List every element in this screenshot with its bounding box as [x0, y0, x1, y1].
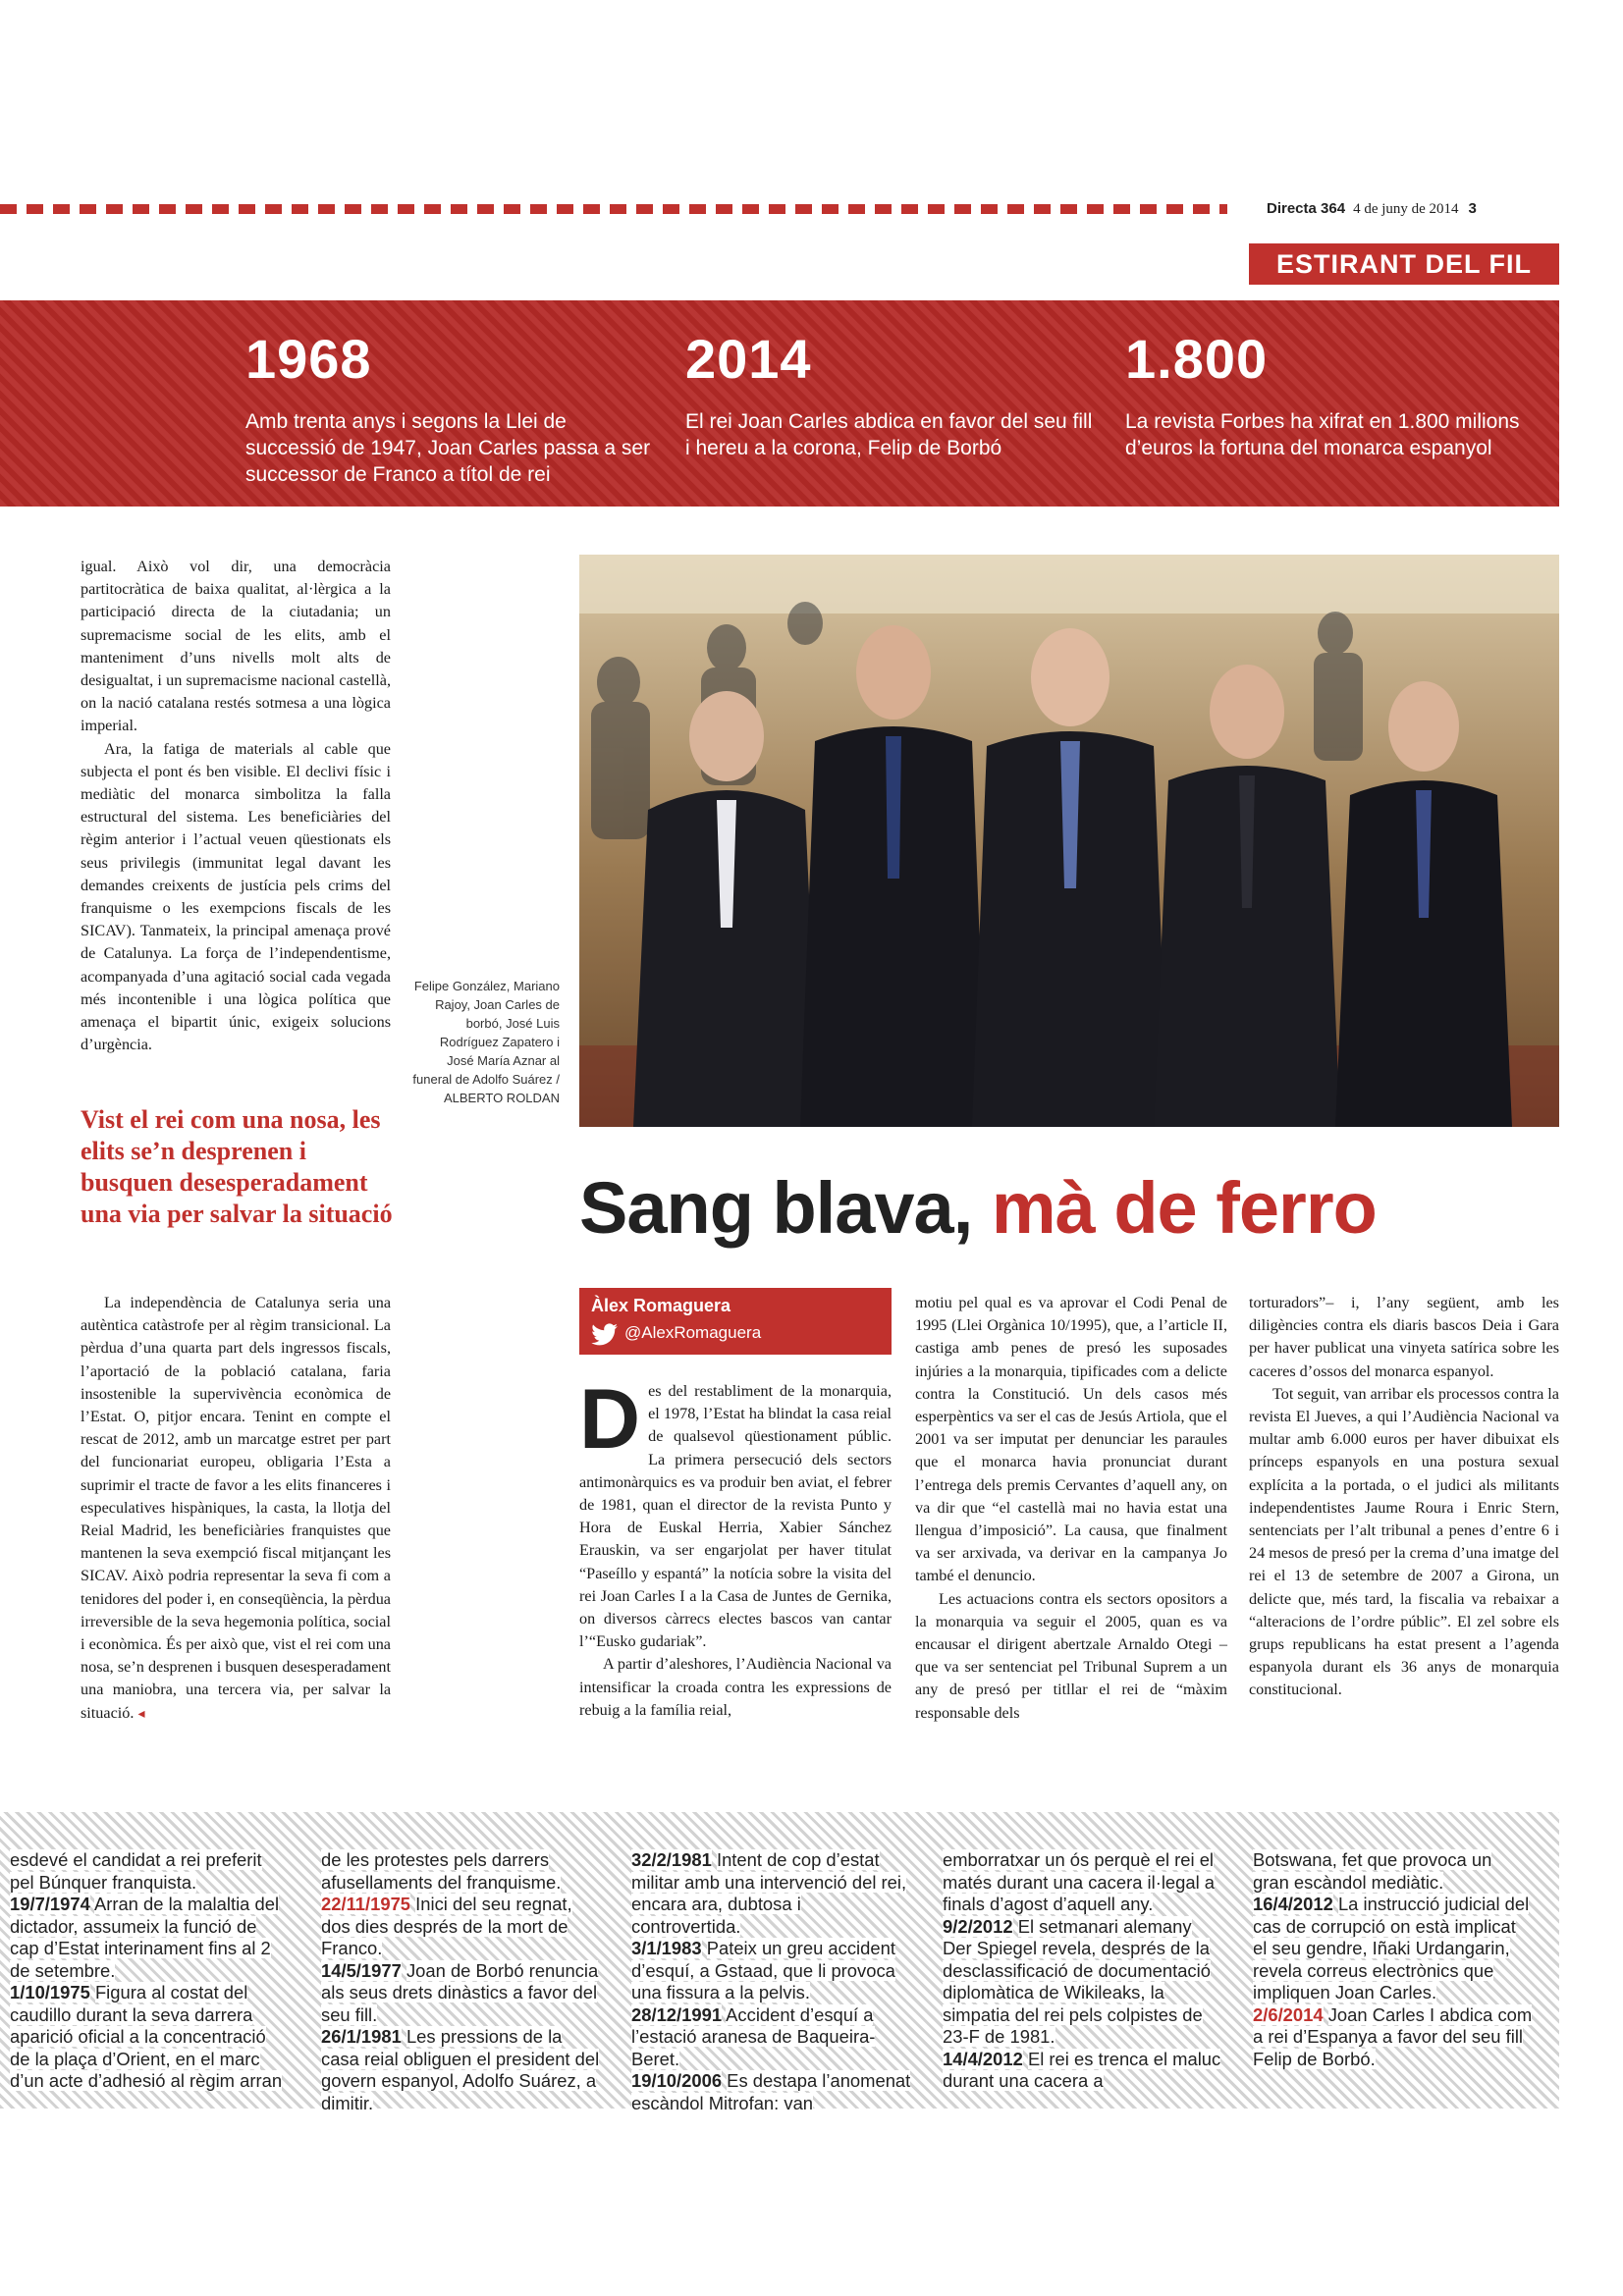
paragraph [81, 1292, 391, 1725]
timeline-column-5 [1253, 1849, 1533, 2070]
stats-band [0, 300, 1559, 507]
photo-caption: Felipe González, Mariano Rajoy, Joan Carles de borbó, José Luis Rodríguez Zapatero i José María Aznar al funeral de Adolfo Suárez / ALBERTO ROLDAN [412, 979, 560, 1105]
timeline-entry [321, 2026, 601, 2114]
entry-text: Figura al costat del caudillo durant la seva darrera aparició oficial a la concentració de la plaça d’Orient, en el marc d’un acte d’adhesió al règim arran [10, 1982, 283, 2091]
author-name: Àlex Romaguera [591, 1296, 731, 1315]
entry-date: 9/2/2012 [943, 1915, 1013, 1937]
timeline-entry [631, 1849, 911, 1938]
entry-text: de les protestes pels darrers afusellaments del franquisme. [321, 1849, 562, 1893]
paragraph: Les actuacions contra els sectors opositors a la monarquia va seguir el 2005, quan es va encausar el dirigent abertzale Arnaldo Otegi –que va ser sentenciat pel Tribunal Suprem a un any de presó per titllar el rei de “màxim responsable dels [915, 1589, 1227, 1722]
entry-text: El rei es trenca el maluc durant una cacera a [943, 2048, 1221, 2091]
left-column-top [81, 556, 391, 1056]
timeline-column-2 [321, 1849, 601, 2114]
entry-text: Arran de la malaltia del dictador, assumeix la funció de cap d’Estat interinament fins al 2 de setembre. [10, 1894, 280, 1981]
stat-1968 [245, 330, 658, 488]
timeline-entry [943, 2049, 1222, 2093]
stat-text: La revista Forbes ha xifrat en 1.800 milions d’euros la fortuna del monarca espanyol [1125, 410, 1520, 459]
paragraph: Ara, la fatiga de materials al cable que subjecta el pont és ben visible. El declivi físic i mediàtic del monarca simbolitza la falla estructural del sistema. Les beneficiàries del règim anterior i l’actual veuen qüestionats els seus privilegis (immunitat legal davant les demandes creixents de justícia pels crims del franquisme o les exempcions fiscals de les SICAV). Tanmateix, la principal amenaça prové de Catalunya. La força de l’independentisme, acompanyada d’una agitació social cada vegada més incontenible i una lògica política que amenaça el bipartit únic, exigeix solucions d’urgència. [81, 739, 391, 1054]
timeline-entry [1253, 1894, 1533, 2004]
timeline-entry [1253, 1849, 1533, 1894]
headline-part-2: mà de ferro [991, 1167, 1377, 1249]
entry-date: 28/12/1991 [631, 2003, 723, 2025]
timeline-entry [10, 1982, 290, 2093]
timeline-strip [0, 1812, 1559, 2113]
drop-cap: D [579, 1372, 641, 1467]
stat-text: El rei Joan Carles abdica en favor del seu fill i hereu a la corona, Felip de Borbó [685, 410, 1093, 459]
entry-date: 19/10/2006 [631, 2070, 723, 2091]
timeline-entry [321, 1960, 601, 2027]
left-column-bottom [81, 1292, 391, 1725]
entry-text: Intent de cop d’estat militar amb una intervenció del rei, encara ara, dubtosa i controvertida. [631, 1849, 907, 1937]
entry-text: La instrucció judicial del cas de corrupció on està implicat el seu gendre, Iñaki Urdangarin, revela correus electrònics que impliquen Joan Carles. [1253, 1894, 1530, 2002]
issue-date: 4 de juny de 2014 [1353, 201, 1459, 217]
author-handle: @AlexRomaguera [624, 1323, 762, 1342]
paragraph-text: La independència de Catalunya seria una autèntica catàstrofe per al règim transicional. La pèrdua d’una quarta part dels ingressos fiscals, l’aportació de la població catalana, faria insostenible la supervivència econòmica de l’Estat. O, pitjor encara. Tenint en compte el rescat de 2012, amb un marcatge estret per part del funcionariat europeu, obligaria l’Esta a suprimir el tracte de favor a les elits financeres i especulatives hispàniques, la casta, la llotja del Reial Madrid, les beneficiàries franquistes que mantenen la seva exempció fiscal mitjançant les SICAV. Això podria representar la seva fi com a tenidores del poder i, en conseqüència, la pèrdua irreversible de la seva hegemonia política, social i econòmica. És per això que, vist el rei com una nosa, se’n desprenen i busquen desesperadament una maniobra, una tercera via, per salvar la situació. [81, 1294, 391, 1722]
paragraph: A partir d’aleshores, l’Audiència Nacional va intensificar la croada contra les expressions de rebuig a la família reial, [579, 1655, 892, 1719]
entry-text: Botswana, fet que provoca un gran escàndol mediàtic. [1253, 1849, 1492, 1893]
entry-date: 22/11/1975 [321, 1894, 411, 1914]
article-column-1 [579, 1372, 892, 1722]
running-head [1267, 200, 1477, 218]
paragraph: igual. Això vol dir, una democràcia partitocràtica de baixa qualitat, al·lèrgica a la participació directa de la ciutadania; un supremacisme social de les elits, amb el manteniment d’uns nivells molt alts de desigualtat, i un supremacisme nacional castellà, on la nació catalana restés sotmesa a una lògica imperial. [81, 558, 391, 735]
timeline-entry [10, 1849, 290, 1894]
end-mark-icon: ◂ [137, 1704, 145, 1721]
entry-date: 2/6/2014 [1253, 2003, 1324, 2025]
stat-number: 1968 [245, 328, 372, 390]
entry-text: esdevé el candidat a rei preferit pel Búnquer franquista. [10, 1849, 262, 1893]
timeline-entry [631, 2004, 911, 2071]
entry-date: 14/5/1977 [321, 1959, 402, 1981]
stat-1800 [1125, 330, 1538, 461]
timeline-column-4 [943, 1849, 1222, 2093]
entry-text: Joan Carles I abdica com a rei d’Espanya a favor del seu fill Felip de Borbó. [1253, 2003, 1533, 2069]
page-number: 3 [1468, 200, 1477, 217]
timeline-entry [321, 1849, 601, 1894]
entry-text: emborratxar un ós perquè el rei el matés durant una cacera il·legal a finals d’agost d’aquell any. [943, 1849, 1216, 1914]
entry-date: 19/7/1974 [10, 1894, 90, 1914]
headline-part-1: Sang blava, [579, 1167, 973, 1249]
paragraph: motiu pel qual es va aprovar el Codi Penal de 1995 (Llei Orgànica 10/1995), que, a l’article II, castiga amb penes de presó les suposades injúries a la monarquia, tipificades com a delicte contra la Constitució. Un dels casos més esperpèntics va ser el cas de Jesús Artiola, que el 2001 va ser imputat per denunciar les paraules que el monarca havia pronunciat durant l’entrega dels premis Cervantes d’aquell any, on va dir que “el castellà mai no havia estat una llengua d’imposició”. La causa, que finalment va ser arxivada, va derivar en la campanya Jo també el denuncio. [915, 1294, 1227, 1585]
paragraph: torturadors”– i, l’any següent, amb les diligències contra els diaris bascos Deia i Gara per haver publicat una vinyeta satírica sobre les caceres d’ossos del monarca espanyol. [1249, 1294, 1559, 1380]
timeline-entry [943, 1849, 1222, 1916]
timeline-entry [943, 1916, 1222, 2049]
stat-text: Amb trenta anys i segons la Llei de successió de 1947, Joan Carles passa a ser successor de Franco a títol de rei [245, 410, 651, 486]
entry-date: 26/1/1981 [321, 2026, 402, 2047]
entry-text: Pateix un greu accident d’esquí, a Gstaad, que li provoca una fissura a la pelvis. [631, 1938, 895, 2002]
paragraph-text: es del restabliment de la monarquia, el 1978, l’Estat ha blindat la casa reial de qualsevol qüestionament públic. La primera persecució dels sectors antimonàrquics es va produir ben aviat, el febrer de 1981, quan el director de la revista Punto y Hora de Euskal Herria, Xabier Sánchez Erauskin, va ser engarjolat per haver titulat “Paseíllo y espantá” la notícia sobre la visita del rei Joan Carles I a la Casa de Juntes de Gernika, on diversos càrrecs electes bascos van cantar l’“Eusko gudariak”. [579, 1382, 892, 1651]
entry-text: Joan de Borbó renuncia als seus drets dinàstics a favor del seu fill. [321, 1959, 599, 2025]
dashed-rule [0, 204, 1227, 214]
timeline-entry [631, 1938, 911, 2004]
news-photo [579, 555, 1559, 1127]
entry-date: 1/10/1975 [10, 1982, 90, 2002]
entry-text: Inici del seu regnat, dos dies després de la mort de Franco. [321, 1894, 572, 1958]
stat-number: 2014 [685, 328, 812, 390]
entry-date: 32/2/1981 [631, 1849, 712, 1870]
timeline-column-3 [631, 1849, 911, 2114]
section-tag: ESTIRANT DEL FIL [1249, 243, 1559, 285]
timeline-entry [1253, 2004, 1533, 2071]
entry-text: Accident d’esquí a l’estació aranesa de Baqueira-Beret. [631, 2003, 876, 2069]
stat-number: 1.800 [1125, 328, 1269, 390]
photo-illustration [579, 555, 1559, 1127]
entry-date: 14/4/2012 [943, 2048, 1023, 2069]
publication-name: Directa 364 [1267, 200, 1346, 217]
twitter-bird-icon [591, 1323, 619, 1347]
entry-text: El setmanari alemany Der Spiegel revela, després de la desclassificació de documentació diplomàtica de Wikileaks, la simpatia del rei pels colpistes de 23-F de 1981. [943, 1915, 1211, 2047]
entry-text: Les pressions de la casa reial obliguen el president del govern espanyol, Adolfo Suárez, a dimitir. [321, 2026, 600, 2113]
stat-2014 [685, 330, 1098, 461]
timeline-entry [631, 2070, 911, 2114]
article-column-2 [915, 1292, 1227, 1725]
timeline-column-1 [10, 1849, 290, 2093]
entry-date: 3/1/1983 [631, 1938, 702, 1958]
entry-date: 16/4/2012 [1253, 1894, 1333, 1914]
timeline-entry [10, 1894, 290, 1982]
paragraph [579, 1372, 892, 1653]
byline [579, 1288, 892, 1355]
timeline-entry [321, 1894, 601, 1960]
headline [579, 1166, 1377, 1250]
entry-text: Es destapa l’anomenat escàndol Mitrofan: van [631, 2070, 911, 2113]
pull-quote: Vist el rei com una nosa, les elits se’n desprenen i busquen desesperadament una via per salvar la situació [81, 1105, 393, 1228]
article-column-3 [1249, 1292, 1559, 1702]
paragraph: Tot seguit, van arribar els processos contra la revista El Jueves, a qui l’Audiència Nacional va multar amb 6.000 euros per haver dibuixat els prínceps espanyols en una postura sexual explícita a la portada, o el judici als militants independentistes Jaume Roura i Enric Stern, sentenciats per l’alt tribunal a penes d’entre 6 i 24 mesos de presó per la crema d’una imatge del rei el 13 de setembre de 2007 a Girona, un delicte que, més tard, la fiscalia va rebaixar a “alteracions de l’ordre públic”. El zel sobre els grups republicans ha estat present a l’agenda espanyola durant els 36 anys de monarquia constitucional. [1249, 1384, 1559, 1699]
